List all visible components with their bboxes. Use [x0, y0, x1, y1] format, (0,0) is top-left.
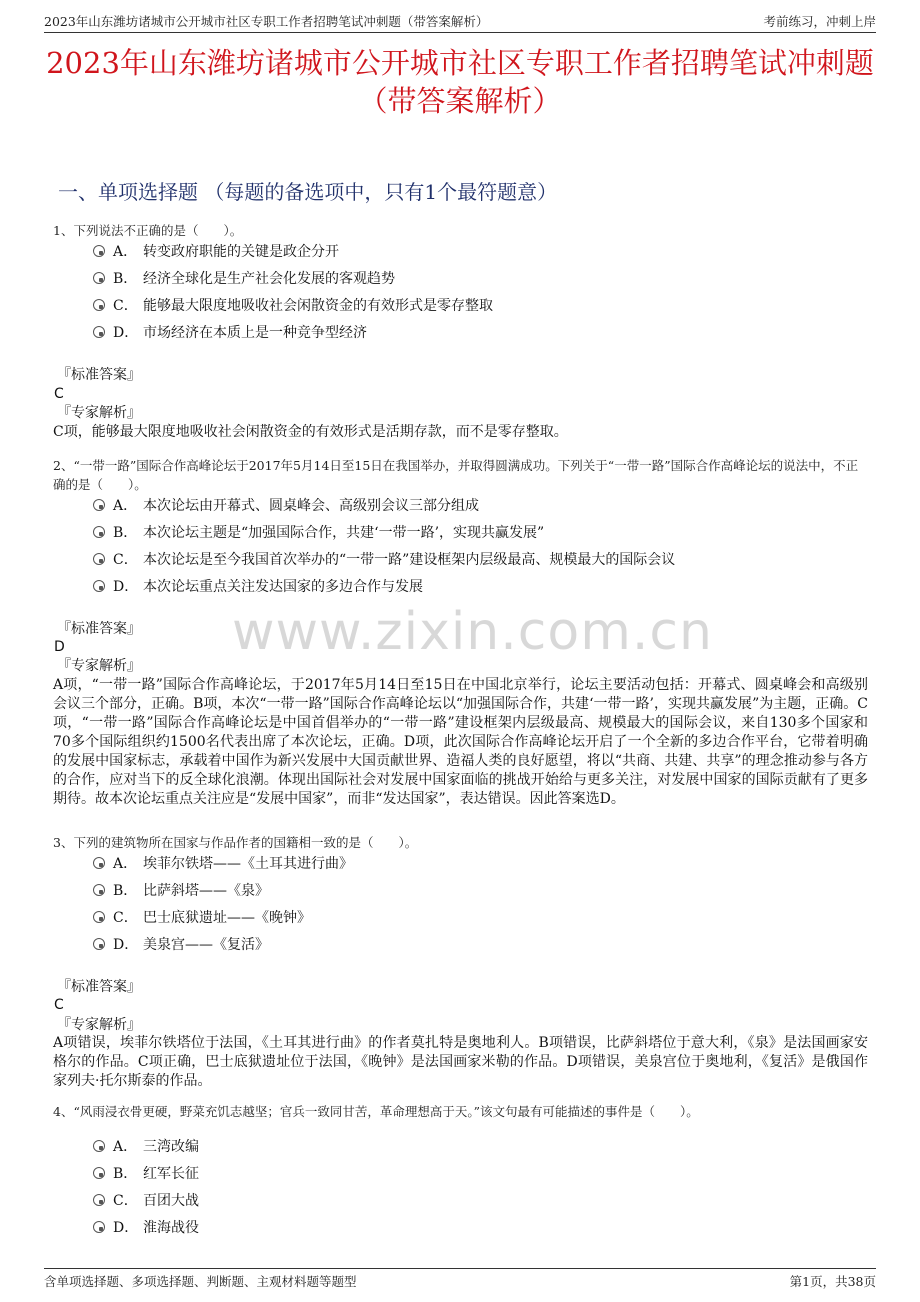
page-footer	[44, 1268, 876, 1291]
page-header	[44, 10, 876, 33]
page-number: 第1页，共38页	[789, 1274, 876, 1289]
question-4-option-c[interactable]: C． 百团大战	[93, 1190, 199, 1212]
question-2-option-c[interactable]: C． 本次论坛是至今我国首次举办的“一带一路”建设框架内层级最高、规模最大的国际会议	[93, 549, 675, 571]
footer-question-types: 含单项选择题、多项选择题、判断题、主观材料题等题型	[44, 1274, 357, 1289]
analysis-label: 『专家解析』	[57, 405, 141, 421]
answer-label: 『标准答案』	[57, 367, 141, 383]
question-3-analysis: A项错误，埃菲尔铁塔位于法国，《土耳其进行曲》的作者莫扎特是奥地利人。B项错误，比萨斜塔位于意大利，《泉》是法国画家安格尔的作品。C项正确，巴士底狱遗址位于法国，《晚钟》是法国画家米勒的作品。D项错误，美泉宫位于奥地利，《复活》是俄国作家列夫·托尔斯泰的作品。	[53, 1035, 868, 1089]
question-2-option-b[interactable]: B． 本次论坛主题是“加强国际合作，共建‘一带一路’，实现共赢发展”	[93, 522, 544, 544]
question-4-option-b[interactable]: B． 红军长征	[93, 1163, 199, 1185]
question-4-option-a[interactable]: A． 三湾改编	[93, 1136, 199, 1158]
question-2-answer: D	[54, 639, 65, 655]
radio-icon[interactable]	[93, 326, 105, 338]
question-2-option-a[interactable]: A． 本次论坛由开幕式、圆桌峰会、高级别会议三部分组成	[93, 495, 479, 517]
watermark: www.zixin.com.cn	[232, 602, 713, 662]
header-slogan: 考前练习，冲刺上岸	[763, 14, 876, 29]
question-2-option-d[interactable]: D． 本次论坛重点关注发达国家的多边合作与发展	[93, 576, 423, 598]
radio-icon[interactable]	[93, 1221, 105, 1233]
question-3-option-c[interactable]: C． 巴士底狱遗址——《晚钟》	[93, 907, 311, 929]
radio-icon[interactable]	[93, 553, 105, 565]
radio-icon[interactable]	[93, 499, 105, 511]
question-3-option-a[interactable]: A． 埃菲尔铁塔——《土耳其进行曲》	[93, 853, 353, 875]
answer-label: 『标准答案』	[57, 621, 141, 637]
header-doc-title: 2023年山东潍坊诸城市公开城市社区专职工作者招聘笔试冲刺题（带答案解析）	[44, 14, 489, 29]
radio-icon[interactable]	[93, 938, 105, 950]
question-1-option-a[interactable]: A． 转变政府职能的关键是政企分开	[93, 241, 339, 263]
radio-icon[interactable]	[93, 580, 105, 592]
question-1-option-c[interactable]: C． 能够最大限度地吸收社会闲散资金的有效形式是零存整取	[93, 295, 493, 317]
radio-icon[interactable]	[93, 272, 105, 284]
analysis-label: 『专家解析』	[57, 1017, 141, 1033]
question-2-text: 2、“一带一路”国际合作高峰论坛于2017年5月14日至15日在我国举办，并取得圆满成功。下列关于“一带一路”国际合作高峰论坛的说法中，不正确的是（ ）。	[53, 458, 859, 492]
radio-icon[interactable]	[93, 1194, 105, 1206]
radio-icon[interactable]	[93, 857, 105, 869]
radio-icon[interactable]	[93, 1140, 105, 1152]
radio-icon[interactable]	[93, 911, 105, 923]
answer-label: 『标准答案』	[57, 979, 141, 995]
question-3-text: 3、下列的建筑物所在国家与作品作者的国籍相一致的是（ ）。	[53, 835, 418, 850]
radio-icon[interactable]	[93, 884, 105, 896]
page-title: 2023年山东潍坊诸城市公开城市社区专职工作者招聘笔试冲刺题（带答案解析）	[46, 46, 874, 118]
question-1-option-d[interactable]: D． 市场经济在本质上是一种竞争型经济	[93, 322, 367, 344]
question-3-option-b[interactable]: B． 比萨斜塔——《泉》	[93, 880, 269, 902]
radio-icon[interactable]	[93, 526, 105, 538]
question-3-option-d[interactable]: D． 美泉宫——《复活》	[93, 934, 269, 956]
question-2-analysis: A项，“一带一路”国际合作高峰论坛，于2017年5月14日至15日在中国北京举行，论坛主要活动包括：开幕式、圆桌峰会和高级别会议三个部分，正确。B项，本次“一带一路”国际合作高峰论坛以“加强国际合作，共建‘一带一路’，实现共赢发展”为主题，正确。C项，“一带一路”国际合作高峰论坛是中国首倡举办的“一带一路”建设框架内层级最高、规模最大的国际会议，来自130多个国家和70多个国际组织约1500名代表出席了本次论坛，正确。D项，此次国际合作高峰论坛开启了一个全新的多边合作平台，它带着明确的发展中国家标志，承载着中国作为新兴发展中大国贡献世界、造福人类的良好愿望，将以“共商、共建、共享”的理念推动参与各方的合作，应对当下的反全球化浪潮。体现出国际社会对发展中国家面临的挑战开始给与更多关注，对发展中国家的国际贡献有了更多期待。故本次论坛重点关注应是“发展中国家”，而非“发达国家”，表达错误。因此答案选D。	[53, 677, 868, 807]
radio-icon[interactable]	[93, 299, 105, 311]
question-1-analysis: C项，能够最大限度地吸收社会闲散资金的有效形式是活期存款，而不是零存整取。	[53, 424, 568, 440]
question-1-text: 1、下列说法不正确的是（ ）。	[53, 223, 243, 238]
radio-icon[interactable]	[93, 1167, 105, 1179]
question-1-answer: C	[54, 386, 64, 402]
radio-icon[interactable]	[93, 245, 105, 257]
question-4-text: 4、“风雨浸衣骨更硬，野菜充饥志越坚；官兵一致同甘苦，革命理想高于天。”该文句最有可能描述的事件是（ ）。	[53, 1104, 699, 1119]
question-1-option-b[interactable]: B． 经济全球化是生产社会化发展的客观趋势	[93, 268, 395, 290]
analysis-label: 『专家解析』	[57, 658, 141, 674]
question-3-answer: C	[54, 997, 64, 1013]
question-4-option-d[interactable]: D． 淮海战役	[93, 1217, 199, 1239]
section-title: 一、单项选择题 （每题的备选项中，只有1个最符题意）	[58, 180, 558, 204]
